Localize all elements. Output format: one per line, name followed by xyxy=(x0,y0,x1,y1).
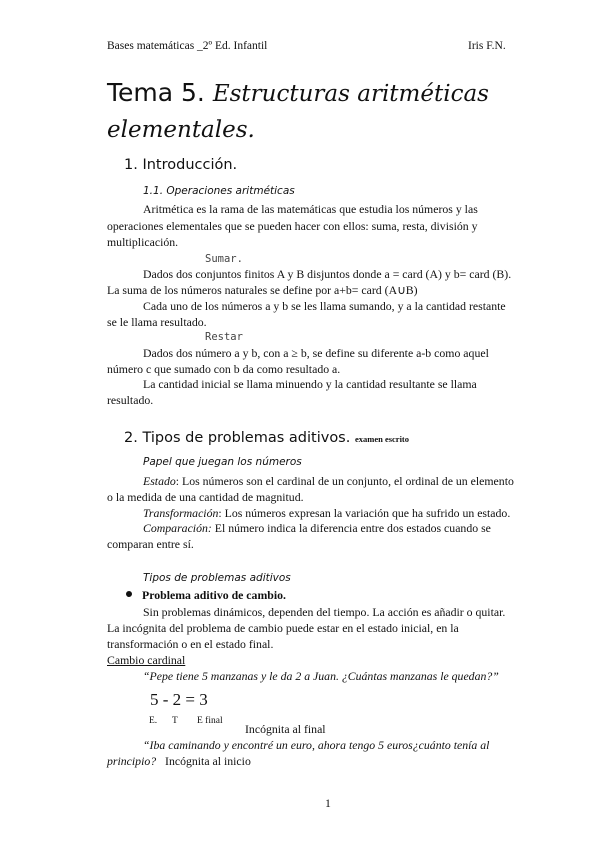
eq-label-e: E. xyxy=(149,716,158,726)
paragraph-line: operaciones elementales que se pueden hacer con ellos: suma, resta, división y xyxy=(107,219,478,233)
section-2-heading xyxy=(124,430,409,446)
estado-line xyxy=(143,474,514,489)
equation: 5 - 2 = 3 xyxy=(150,690,208,709)
roles-subheading: Papel que juegan los números xyxy=(143,456,302,468)
transformacion-term: Transformación xyxy=(143,506,219,520)
bullet-text: Problema aditivo de cambio. xyxy=(142,588,286,602)
paragraph-line: Dados dos conjuntos finitos A y B disjuntos donde a = card (A) y b= card (B). xyxy=(143,267,512,281)
transformacion-text: : Los números expresan la variación que ha sufrido un estado. xyxy=(218,506,511,520)
quote-2-end: principio? xyxy=(107,754,157,768)
header-right: Iris F.N. xyxy=(468,40,506,52)
exam-note: examen escrito xyxy=(354,434,410,444)
eq-label-e-final: E final xyxy=(197,716,223,726)
estado-term: Estado xyxy=(143,474,176,488)
bullet-dot-icon xyxy=(126,591,132,597)
paragraph-line: multiplicación. xyxy=(107,235,179,249)
quote-2-line-1: “Iba caminando y encontré un euro, ahora tengo 5 euros¿cuánto tenía al xyxy=(143,738,490,752)
transformacion-line xyxy=(143,506,510,521)
eq-label-t: T xyxy=(172,716,178,726)
paragraph-line: comparan entre sí. xyxy=(107,537,194,551)
sumar-label: Sumar. xyxy=(205,253,243,265)
header-left: Bases matemáticas _2º Ed. Infantil xyxy=(107,40,268,52)
title-line2: elementales. xyxy=(107,117,255,143)
page-title-line2 xyxy=(107,114,255,143)
paragraph-line: Cada uno de los números a y b se les llama sumando, y a la cantidad restante xyxy=(143,299,506,313)
title-line1: Estructuras aritméticas xyxy=(212,81,489,107)
paragraph-line: número c que sumado con b da como resultado a. xyxy=(107,362,341,376)
page-title xyxy=(107,78,489,107)
paragraph-line: Dados dos número a y b, con a ≥ b, se define su diferente a-b como aquel xyxy=(143,346,489,360)
paragraph-line: o la medida de una cantidad de magnitud. xyxy=(107,490,304,504)
estado-text: : Los números son el cardinal de un conjunto, el ordinal de un elemento xyxy=(175,474,514,488)
title-prefix: Tema 5. xyxy=(107,78,205,107)
paragraph-line: resultado. xyxy=(107,393,154,407)
bullet-item xyxy=(126,588,286,603)
section-1-heading: 1. Introducción. xyxy=(124,157,238,173)
page-number: 1 xyxy=(325,796,331,810)
comparacion-line xyxy=(143,521,491,536)
cambio-cardinal-label: Cambio cardinal xyxy=(107,653,186,667)
types-subheading: Tipos de problemas aditivos xyxy=(143,572,291,584)
comparacion-text: El número indica la diferencia entre dos estados cuando se xyxy=(211,521,491,535)
quote-2-line-2 xyxy=(107,754,251,769)
restar-label: Restar xyxy=(205,331,243,343)
paragraph-line: La suma de los números naturales se define por a+b= card (A∪B) xyxy=(107,283,418,297)
paragraph-line: se le llama resultado. xyxy=(107,315,207,329)
paragraph-line: La incógnita del problema de cambio puede estar en el estado inicial, en la xyxy=(107,621,459,635)
paragraph-line: Sin problemas dinámicos, dependen del tiempo. La acción es añadir o quitar. xyxy=(143,605,506,619)
quote-1: “Pepe tiene 5 manzanas y le da 2 a Juan. ¿Cuántas manzanas le quedan?” xyxy=(143,669,499,683)
incognita-final: Incógnita al final xyxy=(245,722,326,736)
comparacion-term: Comparación: xyxy=(143,521,212,535)
section-2-title: 2. Tipos de problemas aditivos. xyxy=(124,430,351,446)
section-1-1-subheading: 1.1. Operaciones aritméticas xyxy=(143,185,295,197)
paragraph-line: transformación o en el estado final. xyxy=(107,637,274,651)
paragraph-line: La cantidad inicial se llama minuendo y la cantidad resultante se llama xyxy=(143,377,477,391)
incognita-inicio: Incógnita al inicio xyxy=(165,754,251,768)
paragraph-line: Aritmética es la rama de las matemáticas que estudia los números y las xyxy=(143,202,478,216)
